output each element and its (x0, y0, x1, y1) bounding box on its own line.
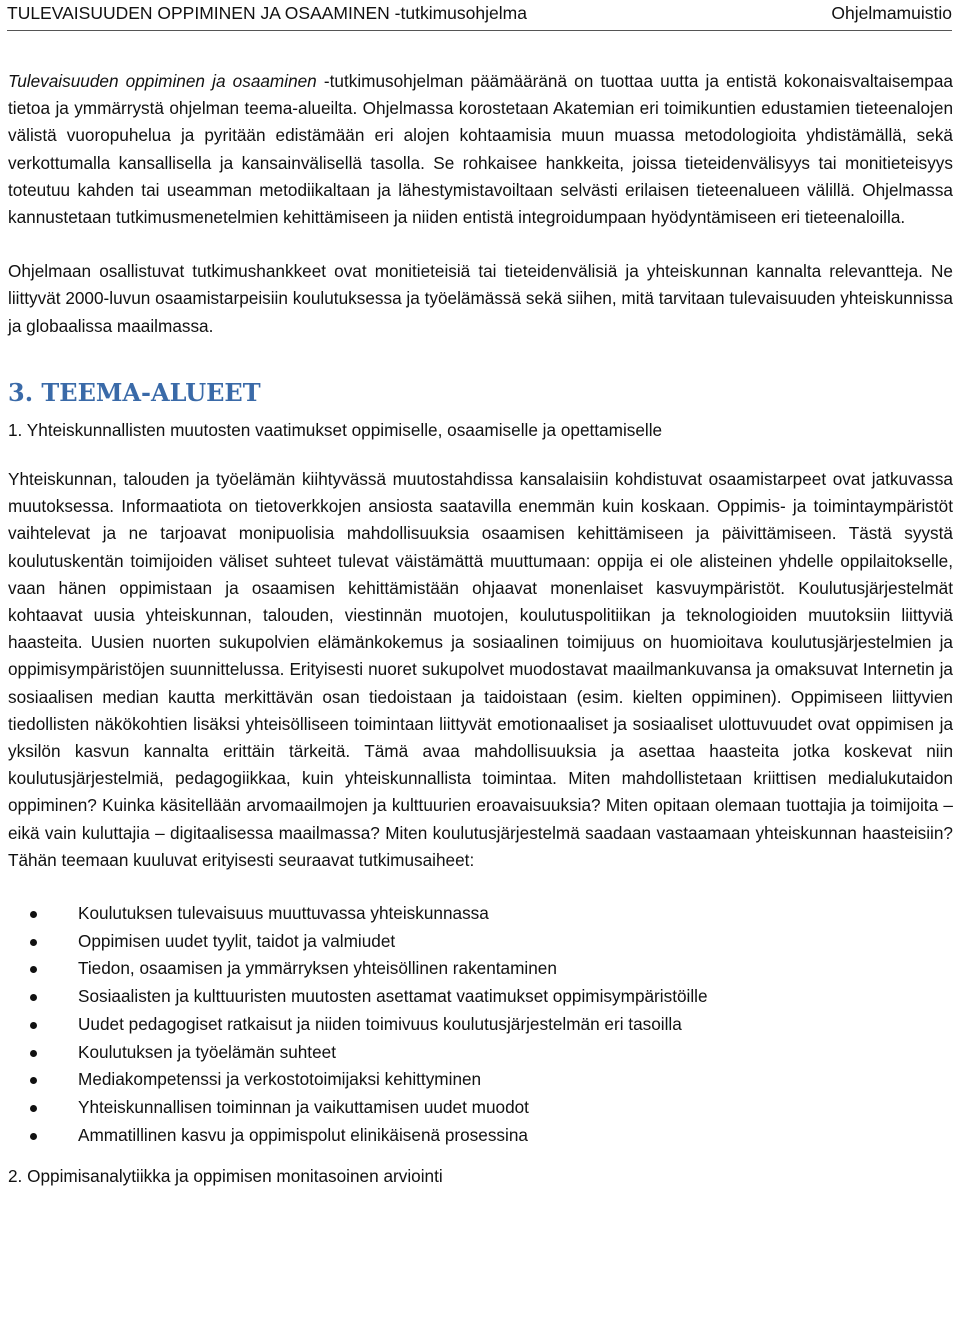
section-heading: 3. TEEMA-ALUEET (8, 377, 261, 407)
bullet-icon (30, 1077, 37, 1084)
bullet-icon (30, 911, 37, 918)
bullet-icon (30, 1050, 37, 1057)
theme-2-heading: 2. Oppimisanalytiikka ja oppimisen monitasoinen arviointi (8, 1166, 443, 1187)
list-item: Oppimisen uudet tyylit, taidot ja valmiudet (8, 928, 953, 956)
intro-paragraph-1-text: -tutkimusohjelman päämääränä on tuottaa uutta ja entistä kokonaisvaltaisempaa tietoa ja ymmärrystä ohjelman teema-alueilta. Ohjelmassa korostetaan Akatemian eri toimikuntien edustamien tieteenalojen välistä vuoropuhelua ja pyritään edistämään eri alojen kohtaamisia muun muassa metodologioita yhdistämällä, sekä verkottumalla kansallisella ja kansainvälisellä tasolla. Se rohkaisee hankkeita, joissa tieteidenvälisyys tai monitieteisyys toteutuu kahden tai useamman metodiikaltaan ja lähestymistavoiltaan selvästi erilaisen tieteenalueen välillä. Ohjelmassa kannustetaan tutkimusmenetelmien kehittämiseen ja niiden entistä integroidumpaan hyödyntämiseen eri tieteenaloilla. (8, 71, 953, 228)
theme-1-body: Yhteiskunnan, talouden ja työelämän kiihtyvässä muutostahdissa kansalaisiin kohdistuvat osaamistarpeet ovat jatkuvassa muutoksessa. Informaatiota on tietoverkkojen ansiosta saatavilla enemmän kuin koskaan. Oppimis- ja toimintaympäristöt vaihtelevat ja ne tarjoavat monipuolisia mahdollisuuksia osaamisen kehittämiseen ja päivittämiseen. Tästä syystä koulutuskentän toimijoiden väliset suhteet tulevat väistämättä muuttumaan: oppija ei ole alisteinen yhdelle oppilaitokselle, vaan hänen oppimistaan ja osaamisen kehittämistään ohjaavat monenlaiset kasvuympäristöt. Koulutusjärjestelmät kohtaavat uusia yhteiskunnan, talouden, viestinnän muotojen, koulutuspolitiikan ja teknologioiden muutoksiin liittyviä haasteita. Uusien nuorten sukupolvien elämänkokemus ja sosiaalinen toimijuus on huomioitava koulutusjärjestelmien ja oppimisympäristöjen suunnittelussa. Erityisesti nuoret sukupolvet muodostavat maailmankuvansa ja omaksuvat Internetin ja sosiaalisen median kautta merkittävän osan tiedoistaan ja taidoistaan (esim. kielten oppiminen). Oppimiseen liittyvien tiedollisten näkökohtien lisäksi yhteisölliseen toimintaan liittyvät emotionaaliset ja sosiaaliset ulottuvuudet ovat oppimisen ja yksilön kasvun kannalta erittäin tärkeitä. Tämä avaa mahdollisuuksia ja asettaa haasteita jotka koskevat niin koulutusjärjestelmiä, pedagogiikkaa, kuin yhteiskunnallista toimintaa. Miten mahdollistetaan kriittisen medialukutaidon oppiminen? Kuinka käsitellään arvomaailmojen ja kulttuurien eroavaisuuksia? Miten opitaan olemaan tuottajia ja toimijoita – eikä vain kuluttajia – digitaalisessa maailmassa? Miten koulutusjärjestelmä saadaan vastaamaan yhteiskunnan haasteisiin? Tähän teemaan kuuluvat erityisesti seuraavat tutkimusaiheet: (8, 469, 953, 870)
list-item: Uudet pedagogiset ratkaisut ja niiden toimivuus koulutusjärjestelmän eri tasoilla (8, 1011, 953, 1039)
program-name-italic: Tulevaisuuden oppiminen ja osaaminen (8, 71, 317, 91)
list-item: Tiedon, osaamisen ja ymmärryksen yhteisöllinen rakentaminen (8, 955, 953, 983)
theme-1-heading: 1. Yhteiskunnallisten muutosten vaatimukset oppimiselle, osaamiselle ja opettamiselle (8, 419, 663, 440)
bullet-icon (30, 1105, 37, 1112)
list-item: Koulutuksen ja työelämän suhteet (8, 1039, 953, 1067)
bullet-icon (30, 994, 37, 1001)
bullet-icon (30, 939, 37, 946)
bullet-icon (30, 966, 37, 973)
list-item: Mediakompetenssi ja verkostotoimijaksi kehittyminen (8, 1066, 953, 1094)
page-header (7, 0, 952, 31)
header-title: TULEVAISUUDEN OPPIMINEN JA OSAAMINEN -tutkimusohjelma (7, 3, 527, 23)
list-item: Ammatillinen kasvu ja oppimispolut elinikäisenä prosessina (8, 1122, 953, 1150)
bullet-icon (30, 1133, 37, 1140)
list-item: Yhteiskunnallisen toiminnan ja vaikuttamisen uudet muodot (8, 1094, 953, 1122)
list-item: Koulutuksen tulevaisuus muuttuvassa yhteiskunnassa (8, 900, 953, 928)
intro-paragraph-2: Ohjelmaan osallistuvat tutkimushankkeet ovat monitieteisiä tai tieteidenvälisiä ja yhteiskunnan kannalta relevantteja. Ne liittyvät 2000-luvun osaamistarpeisiin koulutuksessa ja työelämässä sekä siihen, mitä tarvitaan tulevaisuuden yhteiskunnissa ja globaalissa maailmassa. (8, 261, 953, 336)
research-topics-list (8, 900, 953, 1149)
intro-paragraph-1 (8, 68, 953, 231)
header-document-type: Ohjelmamuistio (831, 3, 952, 23)
page-content (8, 68, 953, 1190)
bullet-icon (30, 1022, 37, 1029)
list-item: Sosiaalisten ja kulttuuristen muutosten asettamat vaatimukset oppimisympäristöille (8, 983, 953, 1011)
